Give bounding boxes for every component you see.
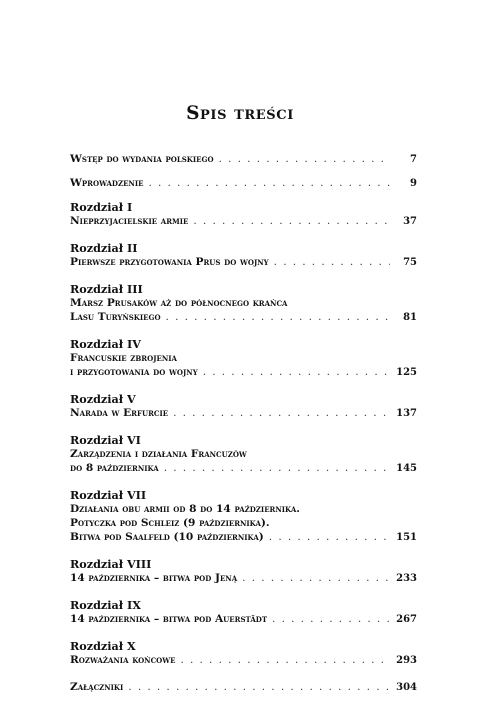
page-number: 233 [396, 573, 417, 584]
toc-line [70, 152, 417, 167]
dot-leader [272, 612, 390, 626]
dot-leader [166, 310, 390, 324]
chapter-label: Rozdział VII [70, 488, 147, 502]
toc-entry[interactable] [70, 392, 417, 421]
dot-leader [164, 461, 390, 475]
chapter-title: Lasu Turyńskiego [70, 311, 161, 323]
toc-entry[interactable] [70, 598, 417, 627]
page-number: 304 [396, 682, 417, 693]
toc-line [70, 653, 417, 668]
toc-line [70, 214, 417, 229]
chapter-label: Rozdział IV [70, 337, 141, 351]
toc-line [70, 571, 417, 586]
dot-leader [274, 255, 390, 269]
page-number: 37 [403, 216, 417, 227]
chapter-label: Rozdział II [70, 241, 138, 255]
page-number: 75 [403, 257, 417, 268]
chapter-title: Bitwa pod Saalfeld (10 października) [70, 531, 264, 543]
chapter-label: Rozdział III [70, 282, 143, 296]
page-number: 7 [410, 154, 417, 165]
toc-entry[interactable] [70, 680, 417, 695]
dot-leader [219, 152, 390, 166]
toc-line [70, 365, 417, 380]
toc-line [70, 176, 417, 191]
chapter-title: Wprowadzenie [70, 177, 144, 189]
toc-entry[interactable] [70, 557, 417, 586]
chapter-title: Rozważania końcowe [70, 654, 176, 666]
dot-leader [180, 653, 390, 667]
toc-entry[interactable] [70, 433, 417, 476]
toc-line [70, 310, 417, 325]
chapter-label: Rozdział IX [70, 598, 141, 612]
toc-entry[interactable] [70, 241, 417, 270]
chapter-title: Pierwsze przygotowania Prus do wojny [70, 256, 269, 268]
dot-leader [173, 406, 390, 420]
chapter-title: i przygotowania do wojny [70, 366, 198, 378]
toc-line [70, 406, 417, 421]
chapter-label: Rozdział V [70, 392, 136, 406]
dot-leader [269, 530, 390, 544]
toc-entry[interactable] [70, 639, 417, 668]
dot-leader [242, 571, 390, 585]
toc-line [70, 612, 417, 627]
toc-entry[interactable] [70, 282, 417, 325]
chapter-title-line: Działania obu armii od 8 do 14 października. [70, 503, 300, 515]
dot-leader [203, 365, 390, 379]
page-number: 125 [396, 367, 417, 378]
chapter-title: 14 października – bitwa pod Auerstädt [70, 613, 268, 625]
toc-line [70, 461, 417, 476]
toc-entry[interactable] [70, 488, 417, 545]
chapter-title: Narada w Erfurcie [70, 407, 169, 419]
chapter-title: Nieprzyjacielskie armie [70, 215, 189, 227]
toc-line [70, 255, 417, 270]
toc-entry[interactable] [70, 176, 417, 191]
dot-leader [148, 176, 390, 190]
dot-leader [193, 214, 390, 228]
chapter-title-line: Potyczka pod Schleiz (9 października). [70, 517, 270, 529]
chapter-title: Wstęp do wydania polskiego [70, 153, 214, 165]
chapter-title-line: Francuskie zbrojenia [70, 352, 177, 364]
table-of-contents [70, 152, 417, 704]
toc-line [70, 680, 417, 695]
page-number: 267 [396, 614, 417, 625]
chapter-title: Załączniki [70, 681, 124, 693]
chapter-label: Rozdział VIII [70, 557, 152, 571]
chapter-title: do 8 października [70, 462, 159, 474]
toc-line [70, 530, 417, 545]
chapter-label: Rozdział X [70, 639, 136, 653]
toc-entry[interactable] [70, 152, 417, 167]
page-number: 151 [396, 532, 417, 543]
page-number: 9 [410, 178, 417, 189]
page-title: Spis treści [186, 103, 294, 124]
chapter-title: 14 października – bitwa pod Jeną [70, 572, 238, 584]
page-number: 81 [403, 312, 417, 323]
chapter-title-line: Zarządzenia i działania Francuzów [70, 448, 247, 460]
chapter-title-line: Marsz Prusaków aż do północnego krańca [70, 297, 288, 309]
page-number: 137 [396, 408, 417, 419]
page-number: 145 [396, 463, 417, 474]
page-number: 293 [396, 655, 417, 666]
toc-entry[interactable] [70, 200, 417, 229]
chapter-label: Rozdział VI [70, 433, 141, 447]
dot-leader [128, 680, 390, 694]
toc-entry[interactable] [70, 337, 417, 380]
chapter-label: Rozdział I [70, 200, 133, 214]
